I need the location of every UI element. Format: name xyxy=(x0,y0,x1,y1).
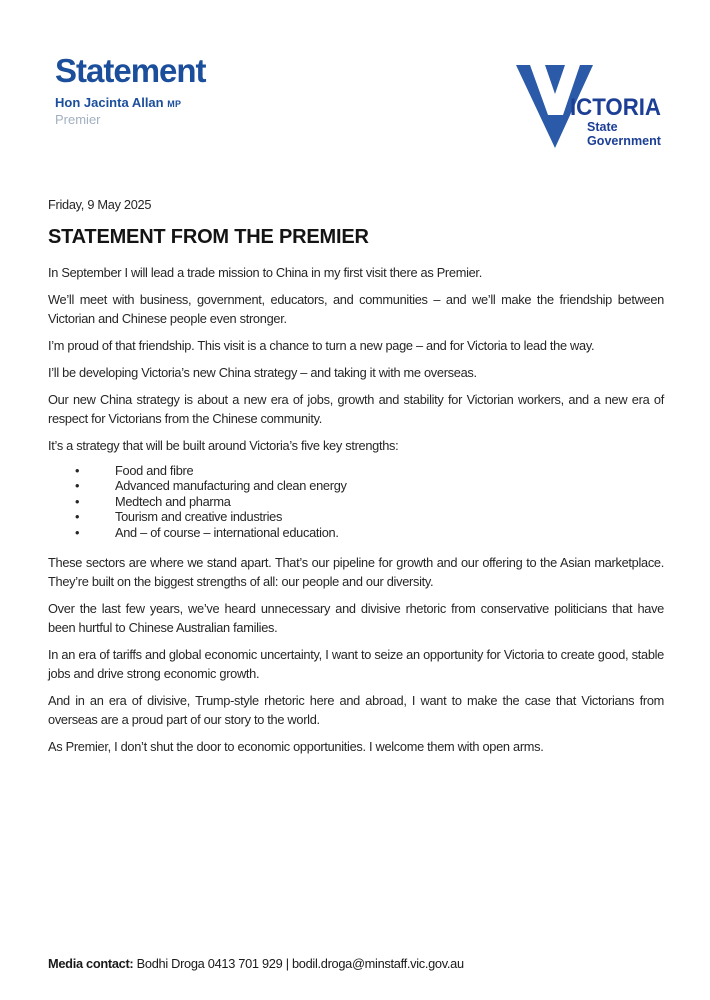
media-contact-details: Bodhi Droga 0413 701 929 | bodil.droga@minstaff.vic.gov.au xyxy=(133,956,464,971)
victoria-logo-icon xyxy=(514,60,664,152)
paragraph: Over the last few years, we’ve heard unnecessary and divisive rhetoric from conservative politicians that have been hurtful to Chinese Australian families. xyxy=(48,601,664,636)
author-name: Hon Jacinta Allan xyxy=(55,95,164,111)
document-title: STATEMENT FROM THE PREMIER xyxy=(48,226,369,248)
paragraph: I’ll be developing Victoria’s new China strategy – and taking it with me overseas. xyxy=(48,365,477,380)
logo-subtitle-line2: Government xyxy=(587,134,662,148)
paragraph: These sectors are where we stand apart. That’s our pipeline for growth and our offering to the Asian marketplace. They’re built on the biggest strengths of all: our people and our diversity. xyxy=(48,555,664,590)
paragraph: And in an era of divisive, Trump-style rhetoric here and abroad, I want to make the case that Victorians from overseas are a proud part of our story to the world. xyxy=(48,693,664,728)
bullet-item: • And – of course – international education. xyxy=(115,525,664,540)
author-postnominal: MP xyxy=(167,99,182,110)
strengths-list xyxy=(48,463,664,540)
bullet-item: • Tourism and creative industries xyxy=(115,509,664,524)
masthead-title: Statement xyxy=(55,52,206,89)
paragraph: I’m proud of that friendship. This visit is a chance to turn a new page – and for Victoria to lead the way. xyxy=(48,338,595,353)
paragraph: As Premier, I don’t shut the door to economic opportunities. I welcome them with open arms. xyxy=(48,739,544,755)
logo-wordmark: ICTORIA xyxy=(570,94,661,121)
paragraph: In an era of tariffs and global economic uncertainty, I want to seize an opportunity for Victoria to create good, stable jobs and drive strong economic growth. xyxy=(48,647,664,682)
document-body xyxy=(48,197,664,764)
bullet-item: • Advanced manufacturing and clean energy xyxy=(115,478,664,493)
victoria-state-government-logo xyxy=(514,60,664,152)
paragraph: Our new China strategy is about a new era of jobs, growth and stability for Victorian workers, and a new era of respect for Victorians from the Chinese community. xyxy=(48,392,664,426)
bullet-item: • Medtech and pharma xyxy=(115,494,664,509)
paragraph: We’ll meet with business, government, educators, and communities – and we’ll make the friendship between Victorian and Chinese people even stronger. xyxy=(48,292,664,326)
media-contact-footer xyxy=(48,956,464,971)
bullet-item: • Food and fibre xyxy=(115,463,664,478)
document-date: Friday, 9 May 2025 xyxy=(48,197,152,212)
author-line xyxy=(55,96,206,111)
media-contact-label: Media contact: xyxy=(48,956,134,971)
logo-subtitle-line1: State xyxy=(587,120,618,134)
paragraph: It’s a strategy that will be built around Victoria’s five key strengths: xyxy=(48,438,399,453)
paragraph: In September I will lead a trade mission to China in my first visit there as Premier. xyxy=(48,265,482,280)
author-role: Premier xyxy=(55,112,101,128)
masthead xyxy=(55,53,206,128)
